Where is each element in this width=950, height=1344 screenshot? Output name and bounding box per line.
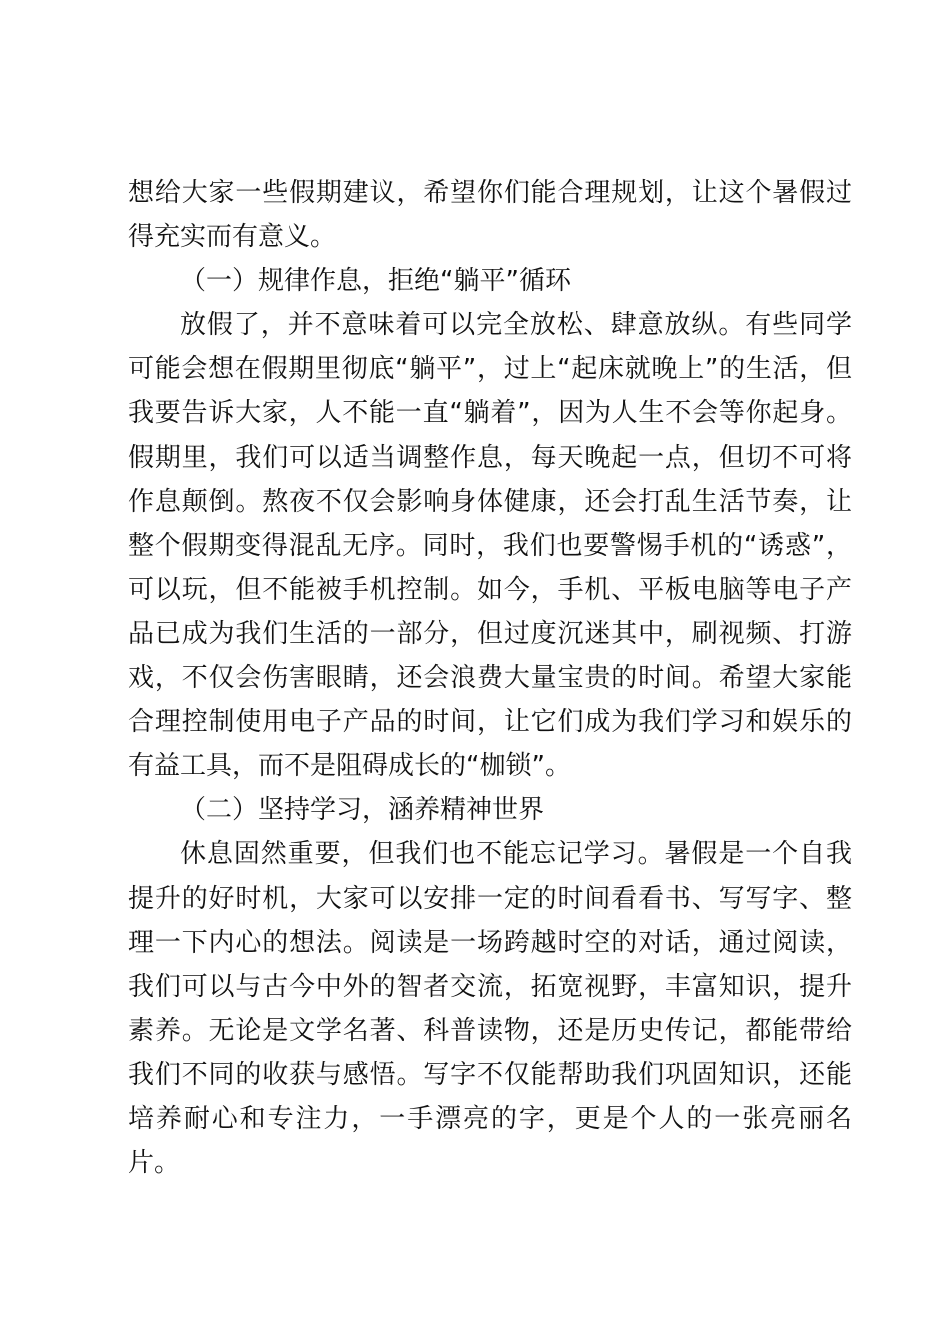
- section-heading-routine: （一）规律作息，拒绝“躺平”循环: [180, 266, 571, 297]
- body-paragraph-routine: 放假了，并不意味着可以完全放松、肆意放纵。有些同学可能会想在假期里彻底“躺平”，过上“起床就晚上”的生活，但我要告诉大家，人不能一直“躺着”，因为人生不会等你起身。假期里，我们可以适当调整作息，每天晚起一点，但切不可将作息颠倒。熬夜不仅会影响身体健康，还会打乱生活节奏，让整个假期变得混乱无序。同时，我们也要警惕手机的“诱惑”，可以玩，但不能被手机控制。如今，手机、平板电脑等电子产品已成为我们生活的一部分，但过度沉迷其中，刷视频、打游戏，不仅会伤害眼睛，还会浪费大量宝贵的时间。希望大家能合理控制使用电子产品的时间，让它们成为我们学习和娱乐的有益工具，而不是阻碍成长的“枷锁”。: [128, 310, 852, 782]
- body-paragraph-study: 休息固然重要，但我们也不能忘记学习。暑假是一个自我提升的好时机，大家可以安排一定的时间看看书、写写字、整理一下内心的想法。阅读是一场跨越时空的对话，通过阅读，我们可以与古今中外的智者交流，拓宽视野，丰富知识，提升素养。无论是文学名著、科普读物，还是历史传记，都能带给我们不同的收获与感悟。写字不仅能帮助我们巩固知识，还能培养耐心和专注力，一手漂亮的字，更是个人的一张亮丽名片。: [128, 839, 852, 1179]
- intro-paragraph: 想给大家一些假期建议，希望你们能合理规划，让这个暑假过得充实而有意义。: [128, 178, 852, 253]
- document-page: [128, 171, 852, 1185]
- section-heading-study: （二）坚持学习，涵养精神世界: [180, 795, 545, 826]
